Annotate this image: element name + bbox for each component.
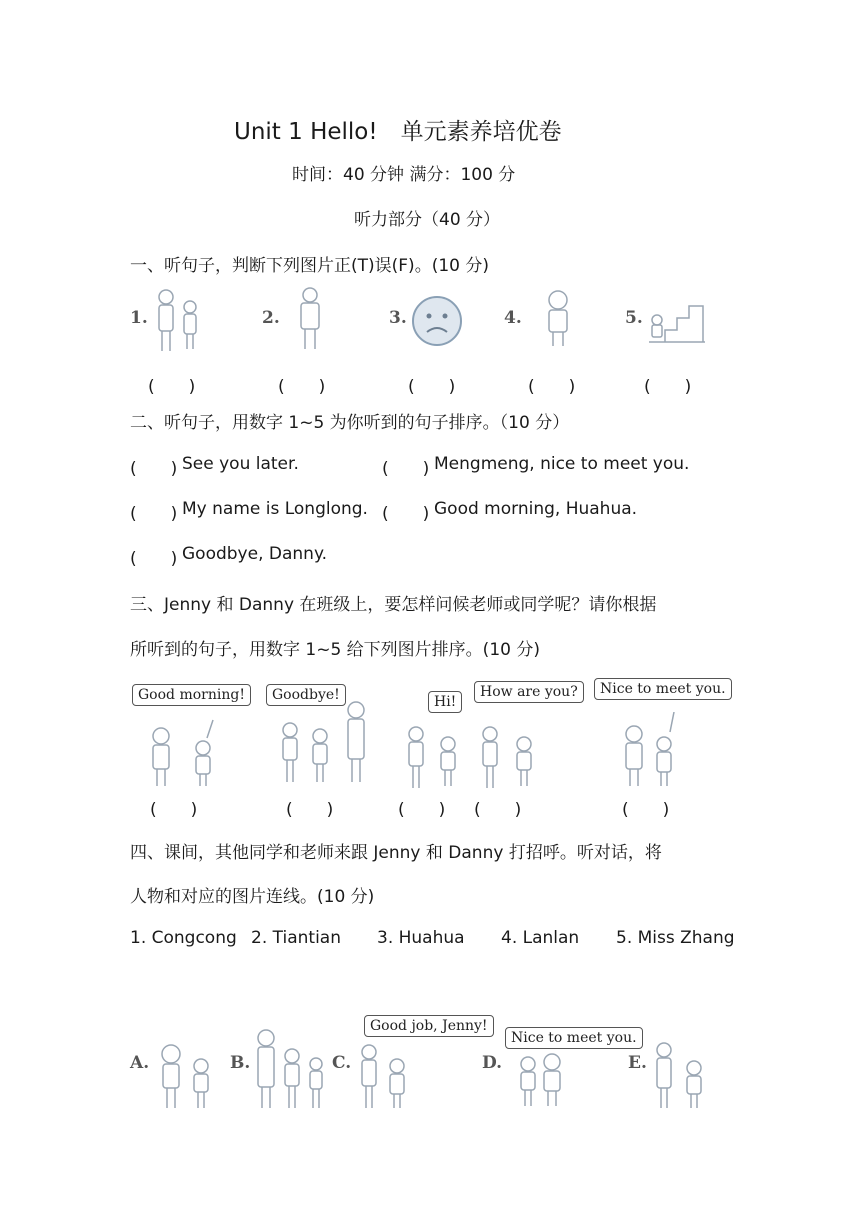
q3-answer-blank-5[interactable]: ( ) [622, 800, 670, 820]
q4-name-1[interactable]: 1. Congcong [130, 928, 237, 948]
time-score-line: 时间：40 分钟 满分：100 分 [292, 165, 516, 185]
q3-bubble-how-are-you: How are you? [474, 681, 584, 703]
q1-answer-blank-1[interactable]: ( ) [148, 377, 196, 397]
q1-answer-blank-5[interactable]: ( ) [644, 377, 692, 397]
q4-name-4[interactable]: 4. Lanlan [501, 928, 580, 948]
q4-bubble-good-job: Good job, Jenny! [364, 1015, 494, 1037]
q1-picture-5 [645, 294, 707, 346]
q2-answer-blank-2[interactable]: ( ) [382, 459, 430, 479]
q4-picture-b[interactable] [250, 1028, 330, 1112]
q1-label-5: 5. [625, 308, 643, 328]
q2-item-4: Good morning, Huahua. [434, 499, 638, 519]
q2-item-2: Mengmeng, nice to meet you. [434, 454, 690, 474]
q4-picture-a[interactable] [155, 1040, 220, 1112]
q4-name-5[interactable]: 5. Miss Zhang [616, 928, 735, 948]
q3-answer-blank-4[interactable]: ( ) [474, 800, 522, 820]
q4-picture-label-d: D. [482, 1053, 503, 1073]
q3-picture-2 [278, 700, 378, 790]
q1-label-3: 3. [389, 308, 407, 328]
q1-answer-blank-4[interactable]: ( ) [528, 377, 576, 397]
q1-picture-4 [538, 288, 578, 350]
q2-heading: 二、听句子，用数字 1~5 为你听到的句子排序。（10 分） [130, 413, 570, 433]
q3-bubble-goodbye: Goodbye! [266, 684, 346, 706]
q3-bubble-hi: Hi! [428, 691, 462, 713]
q3-heading-line-2: 所听到的句子，用数字 1~5 给下列图片排序。(10 分) [130, 640, 540, 660]
q4-picture-label-e: E. [628, 1053, 647, 1073]
q2-answer-blank-4[interactable]: ( ) [382, 504, 430, 524]
q2-item-1: See you later. [182, 454, 299, 474]
q2-item-5: Goodbye, Danny. [182, 544, 327, 564]
q1-answer-blank-3[interactable]: ( ) [408, 377, 456, 397]
q3-heading-line-1: 三、Jenny 和 Danny 在班级上，要怎样问候老师或同学呢？请你根据 [130, 595, 657, 615]
q4-picture-d[interactable] [512, 1050, 572, 1110]
q4-picture-e[interactable] [648, 1038, 718, 1112]
q1-picture-2 [290, 285, 330, 355]
q2-answer-blank-1[interactable]: ( ) [130, 459, 178, 479]
q1-answer-blank-2[interactable]: ( ) [278, 377, 326, 397]
q4-heading-line-1: 四、课间，其他同学和老师来跟 Jenny 和 Danny 打招呼。听对话，将 [130, 843, 662, 863]
q3-answer-blank-3[interactable]: ( ) [398, 800, 446, 820]
q4-heading-line-2: 人物和对应的图片连线。(10 分) [130, 887, 375, 907]
q1-picture-1 [152, 285, 207, 355]
q3-picture-5 [620, 712, 690, 790]
q1-label-2: 2. [262, 308, 280, 328]
q2-item-3: My name is Longlong. [182, 499, 368, 519]
page-title: Unit 1 Hello! 单元素养培优卷 [234, 119, 562, 145]
q1-heading: 一、听句子，判断下列图片正(T)误(F)。(10 分) [130, 256, 489, 276]
q3-bubble-nice-to-meet-you: Nice to meet you. [594, 678, 732, 700]
q4-bubble-nice-to-meet-you: Nice to meet you. [505, 1027, 643, 1049]
q2-answer-blank-5[interactable]: ( ) [130, 549, 178, 569]
section-title: 听力部分（40 分） [354, 210, 501, 230]
q1-label-1: 1. [130, 308, 148, 328]
q4-name-2[interactable]: 2. Tiantian [251, 928, 341, 948]
q4-picture-c[interactable] [355, 1040, 415, 1112]
q4-name-3[interactable]: 3. Huahua [377, 928, 465, 948]
q3-answer-blank-2[interactable]: ( ) [286, 800, 334, 820]
q1-sad-face-picture [410, 294, 464, 348]
q3-picture-1 [145, 712, 235, 790]
q3-bubble-good-morning: Good morning! [132, 684, 251, 706]
q4-picture-label-b: B. [230, 1053, 251, 1073]
q1-label-4: 4. [504, 308, 522, 328]
q4-picture-label-c: C. [332, 1053, 352, 1073]
q3-picture-3-4 [400, 722, 570, 792]
q2-answer-blank-3[interactable]: ( ) [130, 504, 178, 524]
q3-answer-blank-1[interactable]: ( ) [150, 800, 198, 820]
q4-picture-label-a: A. [130, 1053, 150, 1073]
